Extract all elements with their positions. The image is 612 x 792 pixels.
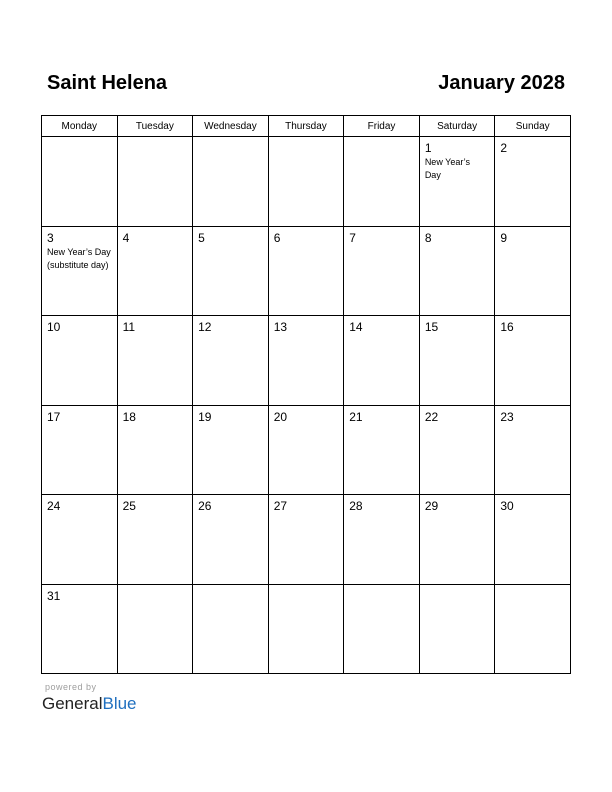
- week-row: [42, 584, 571, 674]
- day-number: 20: [273, 409, 288, 424]
- day-cell: [495, 495, 571, 585]
- weekday-header-row: [42, 116, 571, 137]
- logo-text-blue: Blue: [102, 694, 137, 713]
- weekday-header-friday: Friday: [344, 116, 420, 137]
- day-number: 22: [424, 409, 439, 424]
- day-cell: [419, 405, 495, 495]
- day-cell: [419, 137, 495, 227]
- day-cell: [117, 316, 193, 406]
- day-number: 24: [47, 499, 61, 513]
- holiday-label: New Year’s Day: [424, 157, 471, 180]
- weekday-header-wednesday: Wednesday: [193, 116, 269, 137]
- day-cell: [117, 405, 193, 495]
- day-cell: [495, 316, 571, 406]
- weekday-header-tuesday: Tuesday: [117, 116, 193, 137]
- day-number: 2: [500, 141, 508, 155]
- day-cell: [495, 226, 571, 316]
- day-number: 29: [424, 499, 439, 513]
- day-number: 14: [349, 320, 363, 334]
- day-number: 11: [122, 320, 136, 334]
- day-cell: [117, 137, 193, 227]
- day-cell: [495, 137, 571, 227]
- day-cell: [268, 495, 344, 585]
- day-number: 18: [122, 409, 136, 424]
- day-cell: [193, 226, 269, 316]
- day-cell: [495, 405, 571, 495]
- weekday-header-sunday: Sunday: [495, 116, 571, 137]
- day-cell: [344, 137, 420, 227]
- day-cell: [42, 584, 118, 674]
- day-cell: [268, 226, 344, 316]
- day-cell: [42, 137, 118, 227]
- week-row: [42, 137, 571, 227]
- week-row: [42, 226, 571, 316]
- day-number: 17: [47, 409, 61, 424]
- day-number: 19: [198, 409, 212, 424]
- day-cell: [344, 405, 420, 495]
- day-cell: [344, 495, 420, 585]
- day-number: 4: [122, 230, 130, 245]
- day-cell: [419, 316, 495, 406]
- day-number: 21: [349, 409, 363, 424]
- day-number: 7: [349, 230, 356, 245]
- day-cell: [117, 226, 193, 316]
- week-row: [42, 316, 571, 406]
- day-cell: [344, 226, 420, 316]
- day-cell: [268, 316, 344, 406]
- day-number: 8: [424, 230, 432, 245]
- day-number: 30: [500, 499, 514, 513]
- country-title: Saint Helena: [47, 72, 168, 94]
- day-cell: [419, 495, 495, 585]
- day-cell: [42, 495, 118, 585]
- weekday-header-thursday: Thursday: [268, 116, 344, 137]
- powered-by-label: powered by: [45, 682, 97, 692]
- day-cell: [42, 316, 118, 406]
- day-number: 25: [122, 499, 136, 513]
- day-cell: [268, 405, 344, 495]
- day-number: 6: [273, 230, 281, 245]
- day-cell: [193, 495, 269, 585]
- week-row: [42, 495, 571, 585]
- calendar-grid: [41, 115, 571, 674]
- day-number: 31: [47, 588, 61, 603]
- day-number: 23: [500, 409, 514, 424]
- day-cell: [193, 137, 269, 227]
- day-cell: [419, 226, 495, 316]
- day-number: 16: [500, 320, 514, 334]
- day-cell: [193, 405, 269, 495]
- day-number: 10: [47, 320, 61, 334]
- logo-text-general: General: [42, 694, 103, 713]
- day-number: 26: [198, 499, 212, 513]
- day-number: 5: [198, 230, 205, 245]
- day-cell: [42, 405, 118, 495]
- day-cell: [42, 226, 118, 316]
- weekday-header-saturday: Saturday: [419, 116, 495, 137]
- day-number: 9: [500, 230, 508, 245]
- day-cell: [193, 584, 269, 674]
- holiday-label: New Year’s Day (substitute day): [47, 246, 111, 270]
- day-cell: [193, 316, 269, 406]
- day-number: 3: [47, 230, 54, 245]
- day-number: 12: [198, 320, 212, 334]
- day-cell: [419, 584, 495, 674]
- day-number: 1: [424, 141, 432, 155]
- day-number: 15: [424, 320, 439, 334]
- day-cell: [344, 584, 420, 674]
- day-cell: [268, 137, 344, 227]
- day-cell: [268, 584, 344, 674]
- day-number: 28: [349, 499, 363, 513]
- day-number: 13: [273, 320, 288, 334]
- month-title: January 2028: [438, 72, 565, 94]
- weekday-header-monday: Monday: [42, 116, 118, 137]
- day-cell: [344, 316, 420, 406]
- day-cell: [117, 495, 193, 585]
- day-number: 27: [273, 499, 288, 513]
- generalblue-logo: [42, 694, 137, 714]
- day-cell: [117, 584, 193, 674]
- day-cell: [495, 584, 571, 674]
- week-row: [42, 405, 571, 495]
